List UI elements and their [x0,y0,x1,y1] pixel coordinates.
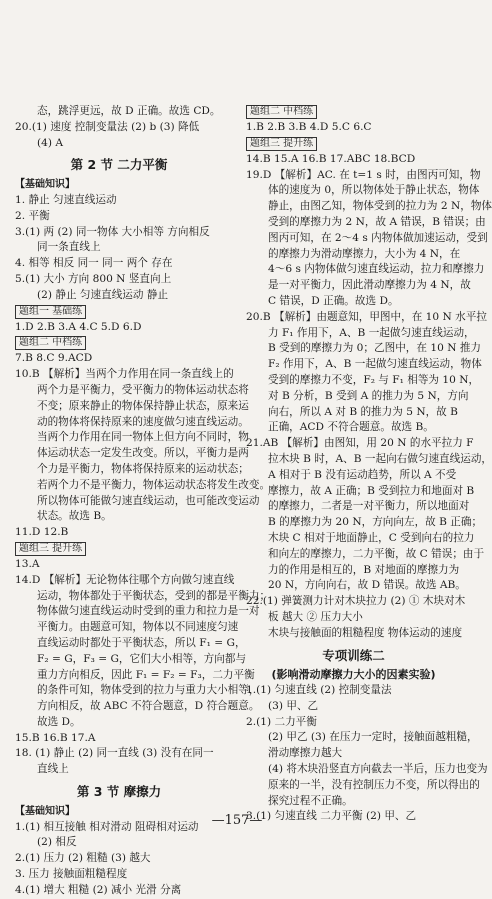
answer-line: 不变；原来静止的物体保持静止状态，原来运 [37,399,249,412]
answer-line: 两个力是平衡力，受平衡力的物体运动状态将 [37,383,249,396]
answer-line: 的摩擦力，二者是一对平衡力，所以地面对 [268,500,470,513]
group-label: 题组三 提升练 [15,542,86,556]
answer-line: 直线上 [37,763,69,776]
answer-line: 故选 D。 [37,715,81,728]
answer-line: 10.B 【解析】当两个力作用在同一条直线上的 [15,368,234,381]
answer-line: 重力方向相反，因此 F₁ = F₂ = F₃，二力平衡 [37,668,255,681]
answer-line: 当两个力作用在同一物体上但方向不同时，物 [37,431,249,444]
answer-line: (2) 甲乙 (3) 在压力一定时，接触面越粗糙， [268,731,478,744]
answer-line: 静止，由图乙知，物体受到的拉力为 2 N，物体 [268,200,492,213]
answer-line: C 错误，D 正确。故选 D。 [268,294,399,307]
answer-line: 2.(1) 压力 (2) 粗糙 (3) 越大 [15,852,151,865]
answer-line: 7.B 8.C 9.ACD [15,352,93,365]
answer-line: 20.(1) 速度 控制变量法 (2) b (3) 降低 [15,120,200,133]
section-title: 第 2 节 二力平衡 [70,157,168,173]
answer-line: 板 越大 ② 压力大小 [268,610,363,623]
answer-line: 20.B 【解析】由题意知，甲图中，在 10 N 水平拉 [246,310,487,323]
answer-line: 摩擦力，故 A 正确；B 受到拉力和地面对 B [268,484,475,497]
answer-line: 2.(1) 二力平衡 [246,715,317,728]
answer-line: 13.A [15,557,40,570]
section-title: 第 3 节 摩擦力 [76,784,162,800]
section-title: 专项训练二 [322,647,385,663]
answer-line: 22.(1) 弹簧测力计对木块拉力 (2) ① 木块对木 [246,595,466,608]
answer-line: 4. 相等 相反 同一 同一 两个 存在 [15,257,173,270]
answer-line: 1. 静止 匀速直线运动 [15,193,117,206]
group-label: 题组三 提升练 [246,137,317,151]
answer-line: 体的速度为 0，所以物体处于静止状态，物体 [268,184,480,197]
answer-line: 体运动状态一定发生改变。所以，平衡力是两 [37,447,249,460]
answer-line: 对 B 分析，B 受到 A 的推力为 5 N，方向 [268,389,469,402]
answer-line: 图丙可知，在 2～4 s 内物体做加速运动，受到 [268,231,488,244]
group-label: 题组二 中档练 [246,105,317,119]
answer-line: 状态。故选 B。 [37,510,112,523]
answer-line: B 受到的摩擦力为 0；乙图中，在 10 N 推力 [268,342,482,355]
answer-line: 是一对平衡力，因此滑动摩擦力为 4 N，故 [268,279,471,292]
answer-line: (3) 甲、乙 [268,699,319,712]
answer-line: 力的作用是相互的，B 对地面的摩擦力为 [268,563,460,576]
answer-line: 若两个力不是平衡力，物体运动状态将发生改变。 [37,478,271,491]
answer-line: 的摩擦力为滑动摩擦力，大小为 4 N，在 [268,247,461,260]
answer-line: 正确，ACD 不符合题意。故选 B。 [268,421,434,434]
answer-line: 同一条直线上 [37,241,101,254]
answer-line: 2. 平衡 [15,209,50,222]
answer-line: 个力是平衡力，物体将保持原来的运动状态； [37,462,249,475]
answer-line: 3.(1) 两 (2) 同一物体 大小相等 方向相反 [15,225,210,238]
answer-line: 态，跳浮更远，故 D 正确。故选 CD。 [37,105,221,117]
answer-line: 木块与接触面的粗糙程度 物体运动的速度 [268,626,463,639]
answer-line: (2) 相反 [37,836,77,849]
answer-line: 3. 压力 接触面粗糙程度 [15,868,128,881]
answer-line: 1.D 2.B 3.A 4.C 5.D 6.D [15,320,142,333]
answer-line: 木块 C 相对于地面静止，C 受到向右的拉力 [268,531,475,544]
answer-line: 受到的摩擦力为 2 N，故 A 错误，B 错误；由 [268,215,486,228]
answer-line: F₂ = G，F₃ = G，它们大小相等，方向都与 [37,652,247,665]
answer-line: 探究过程不正确。 [268,794,353,807]
page-number: —157— [211,813,263,828]
group-label: 题组一 基础练 [15,305,86,319]
answer-line: 4～6 s 内物体做匀速直线运动，拉力和摩擦力 [268,263,485,276]
right-column [246,104,492,825]
answer-line: 11.D 12.B [15,526,69,539]
answer-line: 21.AB 【解析】由图知，用 20 N 的水平拉力 F [246,437,474,450]
answer-line: 物体做匀速直线运动时受到的重力和拉力是一对 [37,605,260,618]
answer-line: 4.(1) 增大 粗糙 (2) 减小 光滑 分离 [15,883,182,896]
knowledge-heading: 【基础知识】 [15,179,75,191]
answer-line: 方向相反，故 ABC 不符合题意，D 符合题意。 [37,700,260,713]
answer-line: 力 F₁ 作用下，A、B 一起做匀速直线运动， [268,326,475,339]
answer-line: 的条件可知，物体受到的拉力与重力大小相等， [37,684,260,697]
answer-line: 14.D 【解析】无论物体往哪个方向做匀速直线 [15,573,235,586]
section-subtitle: (影响滑动摩擦力大小的因素实验) [271,668,436,682]
answer-line: 平衡力。由题意可知，物体以不同速度匀速 [37,621,239,634]
group-label: 题组二 中档练 [15,336,86,350]
answer-line: 19.D 【解析】AC. 在 t=1 s 时，由图丙可知，物 [246,168,481,181]
answer-line: (2) 静止 匀速直线运动 静止 [37,288,169,301]
answer-line: 滑动摩擦力越大 [268,747,343,760]
group-label-row [15,335,223,351]
answer-line: (4) 将木块沿竖直方向截去一半后，压力也变为 [268,763,488,776]
knowledge-heading: 【基础知识】 [15,805,75,817]
answer-line: 15.B 16.B 17.A [15,731,96,744]
answer-line: 14.B 15.A 16.B 17.ABC 18.BCD [246,152,416,165]
answer-line: 3.(1) 匀速直线 二力平衡 (2) 甲、乙 [246,810,417,823]
answer-line: 5.(1) 大小 方向 800 N 竖直向上 [15,272,172,285]
answer-line: 受到的摩擦力不变，F₂ 与 F₁ 相等为 10 N， [268,373,480,386]
answer-line: 直线运动时都处于平衡状态，所以 F₁ = G， [37,636,246,649]
group-label-row [246,104,461,120]
answer-line: A 相对于 B 没有运动趋势，所以 A 不受 [268,468,457,481]
group-label-row [15,541,223,557]
answer-line: 运动，物体都处于平衡状态，受到的都是平衡力； [37,589,271,602]
answer-line: (4) A [37,136,64,149]
answer-line: 1.B 2.B 3.B 4.D 5.C 6.C [246,121,372,133]
answer-line: 20 N，方向向右，故 D 错误。故选 AB。 [268,579,466,592]
answer-line: 1.(1) 相互接触 相对滑动 阻碍相对运动 [15,820,199,833]
answer-line: 1.(1) 匀速直线 (2) 控制变量法 [246,684,392,697]
answer-line: 拉木块 B 时，A、B 一起向右做匀速直线运动， [268,452,492,465]
answer-line: 向右，所以 A 对 B 的推力为 5 N，故 B [268,405,458,418]
answer-line: F₂ 作用下，A、B 一起做匀速直线运动，物体 [268,358,482,371]
answer-line: 所以物体可能做匀速直线运动，也可能改变运动 [37,494,260,507]
answer-line: B 的摩擦力为 20 N，方向向左，故 B 正确； [268,516,483,529]
answer-line: 18. (1) 静止 (2) 同一直线 (3) 没有在同一 [15,747,214,760]
answer-line: 原来的一半，没有控制压力不变，所以得出的 [268,778,480,791]
answer-line: 和向左的摩擦力，二力平衡，故 C 错误；由于 [268,547,485,560]
group-label-row [15,304,223,320]
group-label-row [246,136,461,152]
answer-line: 动的物体将保持原来的速度做匀速直线运动。 [37,415,249,428]
